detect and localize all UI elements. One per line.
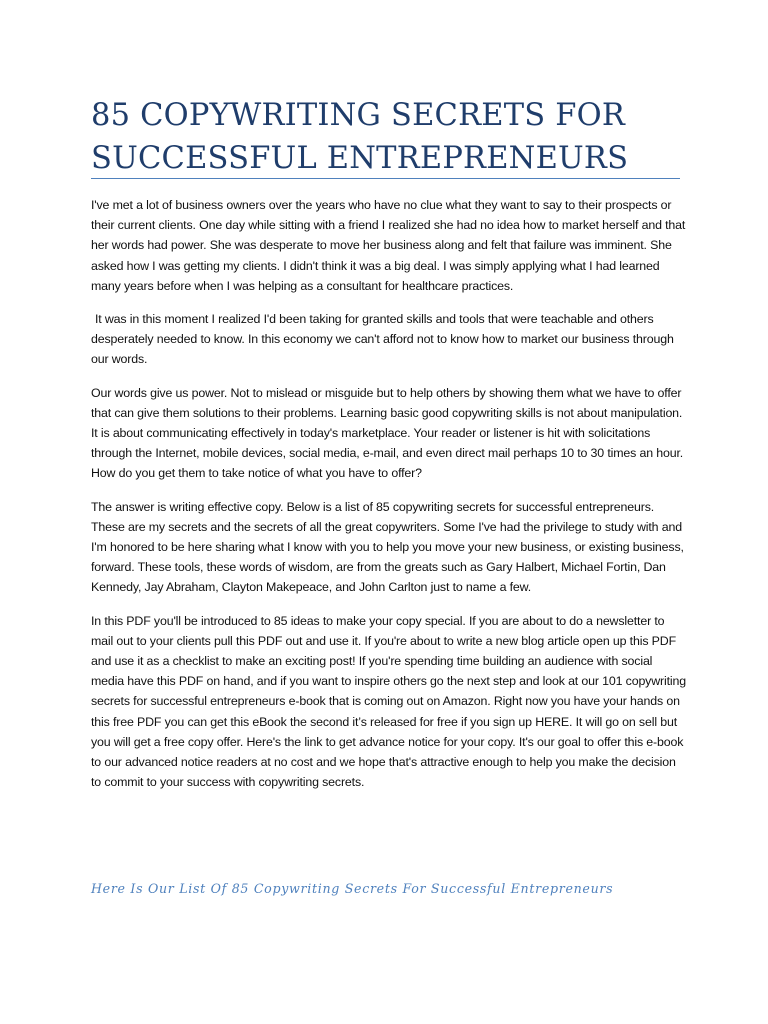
paragraph-1: I've met a lot of business owners over the years who have no clue what they want to say to their prospects or their current clients. One day while sitting with a friend I realized she had no idea how to market herself and that her words had power. She was desperate to move her business along and felt that failure was imminent. She asked how I was getting my clients. I didn't think it was a big deal. I was simply applying what I had learned many years before when I was helping as a consultant for healthcare practices. xyxy=(91,198,686,293)
title-divider xyxy=(91,178,680,179)
paragraph-4: The answer is writing effective copy. Below is a list of 85 copywriting secrets for successful entrepreneurs. These are my secrets and the secrets of all the great copywriters. Some I've had the privilege to study with and I'm honored to be here sharing what I know with you to help you move your new business, or existing business, forward. These tools, these words of wisdom, are from the greats such as Gary Halbert, Michael Fortin, Dan Kennedy, Jay Abraham, Clayton Makepeace, and John Carlton just to name a few. xyxy=(91,499,684,595)
paragraph-2: It was in this moment I realized I'd been taking for granted skills and tools that were teachable and others desperately needed to know. In this economy we can't afford not to know how to market our business through our words. xyxy=(91,312,674,367)
paragraph-5: In this PDF you'll be introduced to 85 ideas to make your copy special. If you are about to do a newsletter to mail out to your clients pull this PDF out and use it. If you're about to write a new blog article open up this PDF and use it as a checklist to make an exciting post! If you're spending time building an audience with social media have this PDF on hand, and if you want to inspire others go the next step and look at our 101 copywriting secrets for successful entrepreneurs e-book that is coming out on Amazon. Right now you have your hands on this free PDF you can get this eBook the second it’s released for free if you sign up HERE. It will go on sell but you will get a free copy offer. Here's the link to get advance notice for your copy. It's our goal to offer this e-book to our advanced notice readers at no cost and we hope that's attractive enough to help you make the decision to commit to your success with copywriting secrets. xyxy=(91,613,686,790)
document-title xyxy=(91,94,691,180)
document-body xyxy=(91,195,686,805)
paragraph-3: Our words give us power. Not to mislead or misguide but to help others by showing them what we have to offer that can give them solutions to their problems. Learning basic good copywriting skills is not about manipulation. It is about communicating effectively in today's marketplace. Your reader or listener is hit with solicitations through the Internet, mobile devices, social media, e-mail, and even direct mail perhaps 10 to 30 times an hour. How do you get them to take notice of what you have to offer? xyxy=(91,385,684,481)
list-subheading: Here Is Our List Of 85 Copywriting Secrets For Successful Entrepreneurs xyxy=(91,881,614,896)
title-line-2: SUCCESSFUL ENTREPRENEURS xyxy=(91,141,629,176)
title-line-1: 85 COPYWRITING SECRETS FOR xyxy=(91,98,625,133)
